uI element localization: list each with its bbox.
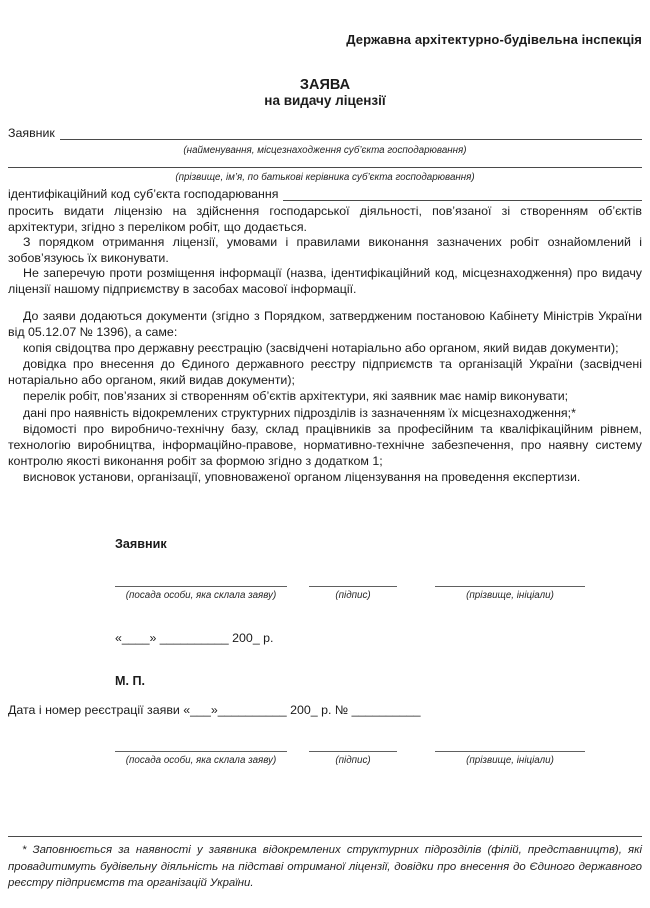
caption-name: (прізвище, ініціали) bbox=[466, 755, 554, 766]
position-blank bbox=[115, 740, 287, 752]
caption-sign: (підпис) bbox=[335, 590, 371, 601]
caption-entity: (найменування, місцезнаходження суб’єкта господарювання) bbox=[183, 145, 467, 156]
signature-block bbox=[8, 537, 642, 602]
sign-blank bbox=[309, 740, 397, 752]
document-item: копія свідоцтва про державну реєстрацію (засвідчені нотаріально або органом, який видав документи); bbox=[23, 341, 619, 356]
applicant-row bbox=[8, 126, 642, 141]
date-blank-line: «____» __________ 200_ р. bbox=[115, 631, 274, 645]
registration-signature-block bbox=[8, 740, 642, 767]
paragraph-request: просить видати ліцензію на здійснення господарської діяльності, пов’язаної зі створенням об’єктів архітектури, згідно з переліком робіт, що додається. bbox=[8, 204, 642, 234]
signature-sign-field bbox=[309, 575, 397, 602]
caption-sign: (підпис) bbox=[335, 755, 371, 766]
document-item: перелік робіт, пов’язаних зі створенням об’єктів архітектури, які заявник має намір виконувати; bbox=[23, 389, 569, 404]
statement-paragraphs bbox=[8, 204, 642, 298]
id-code-blank bbox=[283, 189, 642, 201]
paragraph-acquainted: З порядком отримання ліцензії, умовами і правилами виконання зазначених робіт ознайомлений і зобов’язуюсь їх виконувати. bbox=[8, 235, 642, 265]
applicant-name-blank bbox=[60, 128, 642, 140]
applicant-label: Заявник bbox=[8, 126, 55, 140]
signature-position-field bbox=[115, 575, 287, 602]
registration-line: Дата і номер реєстрації заяви «___»__________ 200_ р. № __________ bbox=[8, 703, 421, 717]
documents-list bbox=[8, 308, 642, 485]
id-code-row bbox=[8, 187, 642, 202]
name-blank bbox=[435, 575, 585, 587]
signature-applicant-label: Заявник bbox=[115, 537, 167, 551]
name-blank bbox=[435, 740, 585, 752]
title-line2: на видачу ліцензії bbox=[264, 93, 386, 108]
signature-sign-field bbox=[309, 740, 397, 767]
document-item: дані про наявність відокремлених структурних підрозділів із зазначенням їх місцезнаходження;* bbox=[23, 405, 576, 420]
caption-position: (посада особи, яка склала заяву) bbox=[125, 590, 277, 601]
signature-row bbox=[115, 740, 642, 767]
position-blank bbox=[115, 575, 287, 587]
agency-name: Державна архітектурно-будівельна інспекція bbox=[346, 32, 642, 47]
signature-name-field bbox=[435, 575, 585, 602]
signature-name-field bbox=[435, 740, 585, 767]
footnote: * Заповнюється за наявності у заявника відокремлених структурних підрозділів (філій, представництв), які провадитимуть будівельну діяльність на підставі отриманої ліцензії, довідки про внесення до Єдиного державного реєстру підприємств та організацій України. bbox=[8, 836, 642, 892]
paragraph-no-objection: Не заперечую проти розміщення інформації (назва, ідентифікаційний код, місцезнаходження) про видачу ліцензії нашому підприємству в засобах масової інформації. bbox=[8, 266, 642, 296]
document-item: висновок установи, організації, уповноваженої органом ліцензування на проведення експертизи. bbox=[23, 469, 581, 484]
director-name-blank bbox=[8, 157, 642, 168]
id-code-label: ідентифікаційний код суб’єкта господарювання bbox=[8, 187, 279, 201]
title-line1: ЗАЯВА bbox=[299, 77, 351, 93]
documents-intro: До заяви додаються документи (згідно з Порядком, затвердженим постановою Кабінету Міністрів України від 05.12.07 № 1396), а саме: bbox=[8, 309, 642, 340]
caption-position: (посада особи, яка склала заяву) bbox=[125, 755, 277, 766]
signature-position-field bbox=[115, 740, 287, 767]
caption-name: (прізвище, ініціали) bbox=[466, 590, 554, 601]
signature-row bbox=[115, 575, 642, 602]
document-item: відомості про виробничо-технічну базу, склад працівників за професійним та кваліфікаційним рівнем, технологію виробництва, інформаційно-правове, нормативно-технічне забезпечення, про наявну систему контролю якості виконання робіт за формою згідно з додатком 1; bbox=[8, 421, 642, 468]
document-title bbox=[8, 77, 642, 109]
document-item: довідка про внесення до Єдиного державного реєстру підприємств та організацій України (засвідчені нотаріально або органом, який видав документи); bbox=[8, 357, 642, 388]
stamp-place-label: М. П. bbox=[115, 674, 146, 688]
caption-director: (прізвище, ім’я, по батькові керівника суб’єкта господарювання) bbox=[175, 172, 475, 183]
sign-blank bbox=[309, 575, 397, 587]
